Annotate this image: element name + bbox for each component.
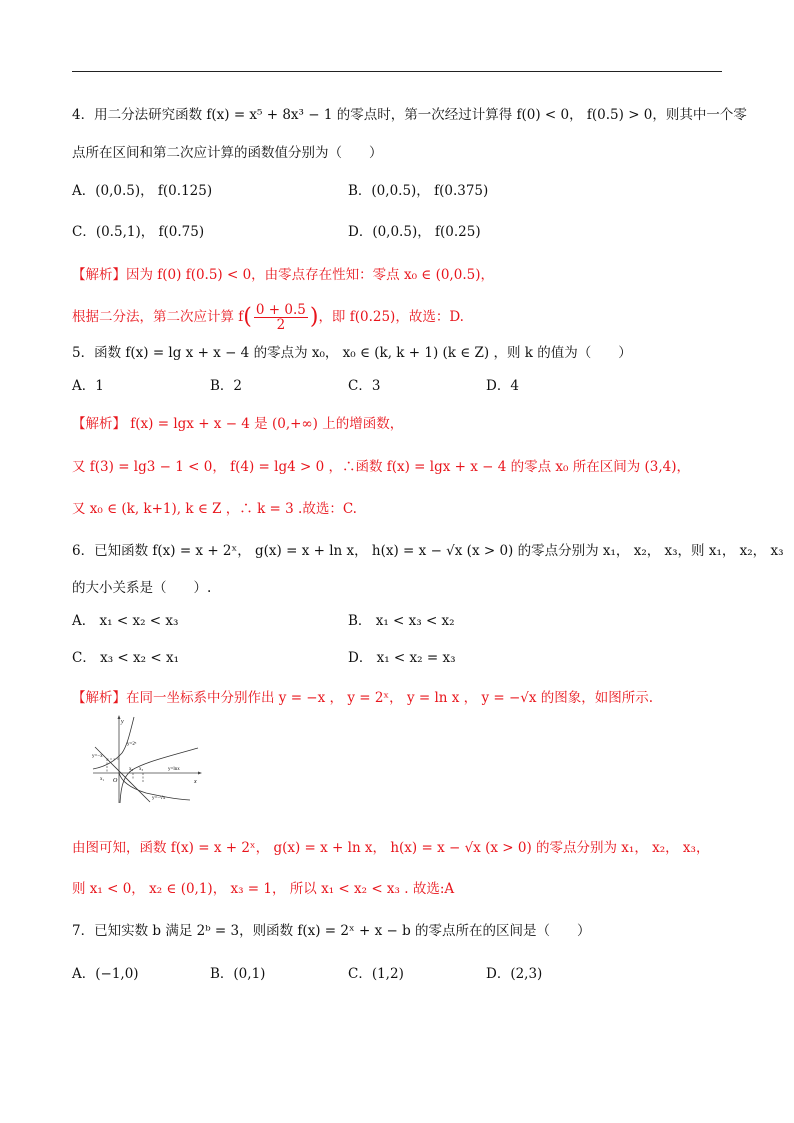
q4-option-a[interactable]: A．(0,0.5)， f(0.125) <box>72 183 213 199</box>
q4-option-b[interactable]: B．(0,0.5)， f(0.375) <box>348 183 489 199</box>
q4-stem-line2: 点所在区间和第二次应计算的函数值分别为（ ） <box>72 145 383 161</box>
q6-analysis-line1: 【解析】在同一坐标系中分别作出 y = −x ， y = 2ˣ， y = ln x ， y = −√x 的图象，如图所示. <box>72 690 654 706</box>
q7-stem: 7．已知实数 b 满足 2ᵇ = 3，则函数 f(x) = 2ˣ + x − b 的零点所在的区间是（ ） <box>72 923 591 939</box>
q5-analysis-line1: 【解析】 f(x) = lgx + x − 4 是 (0,+∞) 上的增函数， <box>72 416 404 432</box>
q5-analysis-line2: 又 f(3) = lg3 − 1 < 0， f(4) = lg4 > 0 ，∴函数 f(x) = lgx + x − 4 的零点 x₀ 所在区间为 (3,4)， <box>72 459 691 475</box>
exp-label: y=2ˣ <box>127 742 137 747</box>
q7-option-d[interactable]: D．(2,3) <box>486 966 543 982</box>
q6-analysis-line3: 则 x₁ < 0， x₂ ∈ (0,1)， x₃ = 1， 所以 x₁ < x₂ < x₃ . 故选:A <box>72 881 455 897</box>
q6-stem-line1: 6．已知函数 f(x) = x + 2ˣ， g(x) = x + ln x， h(x) = x − √x (x > 0) 的零点分别为 x₁， x₂， x₃，则 x₁， x₂， x₃ <box>72 543 784 559</box>
q4-analysis-line1: 【解析】因为 f(0) f(0.5) < 0，由零点存在性知：零点 x₀ ∈ (0,0.5)， <box>72 267 494 283</box>
x2-label: x₂ <box>129 767 134 772</box>
q6-analysis-line2: 由图可知，函数 f(x) = x + 2ˣ， g(x) = x + ln x， h(x) = x − √x (x > 0) 的零点分别为 x₁， x₂， x₃， <box>72 840 710 856</box>
q4-option-d[interactable]: D．(0,0.5)， f(0.25) <box>348 224 481 240</box>
ln-label: y=lnx <box>168 767 180 772</box>
header-rule <box>72 71 722 72</box>
q5-analysis-line3: 又 x₀ ∈ (k, k+1), k ∈ Z ，∴ k = 3 .故选：C. <box>72 501 357 517</box>
origin-label: O <box>113 778 118 784</box>
q5-option-d[interactable]: D．4 <box>486 378 519 394</box>
neg-x-label: y=−x <box>92 754 103 759</box>
q7-option-a[interactable]: A．(−1,0) <box>72 966 139 982</box>
q6-stem-line2: 的大小关系是（ ）. <box>72 580 212 596</box>
x1-label: x₁ <box>100 777 105 782</box>
q4-analysis-line2-pre: 根据二分法，第二次应计算 f <box>72 309 244 325</box>
q6-option-a[interactable]: A． x₁ < x₂ < x₃ <box>72 613 179 629</box>
ln-curve <box>120 748 198 803</box>
neg-sqrt-label: y=−√x <box>152 796 166 801</box>
q7-option-c[interactable]: C．(1,2) <box>348 966 404 982</box>
q4-analysis-fraction <box>254 303 308 332</box>
q5-option-a[interactable]: A．1 <box>72 378 104 394</box>
function-graph-figure <box>90 713 202 805</box>
fraction-numerator: 0 + 0.5 <box>255 302 306 318</box>
q4-analysis-line2-post: ，即 f(0.25)，故选：D. <box>318 309 464 325</box>
q4-option-c[interactable]: C．(0.5,1)， f(0.75) <box>72 224 205 240</box>
q5-option-b[interactable]: B．2 <box>210 378 243 394</box>
q6-option-c[interactable]: C． x₃ < x₂ < x₁ <box>72 650 179 666</box>
x3-label: x₃ <box>139 767 144 772</box>
x-axis-arrow <box>198 772 202 775</box>
q4-stem-line1: 4．用二分法研究函数 f(x) = x⁵ + 8x³ − 1 的零点时，第一次经过计算得 f(0) < 0， f(0.5) > 0，则其中一个零 <box>72 107 747 123</box>
neg-x-curve <box>95 747 150 802</box>
q4-analysis-line2: 根据二分法，第二次应计算 f( $\frac{0 + 0.5}{2}$ )，即 f(0.25)，故选：D. <box>72 302 464 333</box>
q5-stem: 5．函数 f(x) = lg x + x − 4 的零点为 x₀， x₀ ∈ (k, k + 1) (k ∈ Z) ，则 k 的值为（ ） <box>72 345 632 361</box>
q7-option-b[interactable]: B．(0,1) <box>210 966 266 982</box>
q6-option-d[interactable]: D． x₁ < x₂ = x₃ <box>348 650 456 666</box>
x-axis-label: x <box>194 779 197 785</box>
q6-option-b[interactable]: B． x₁ < x₃ < x₂ <box>348 613 455 629</box>
q5-option-c[interactable]: C．3 <box>348 378 381 394</box>
y-axis-label: y <box>121 719 124 725</box>
fraction-denominator: 2 <box>276 317 286 333</box>
